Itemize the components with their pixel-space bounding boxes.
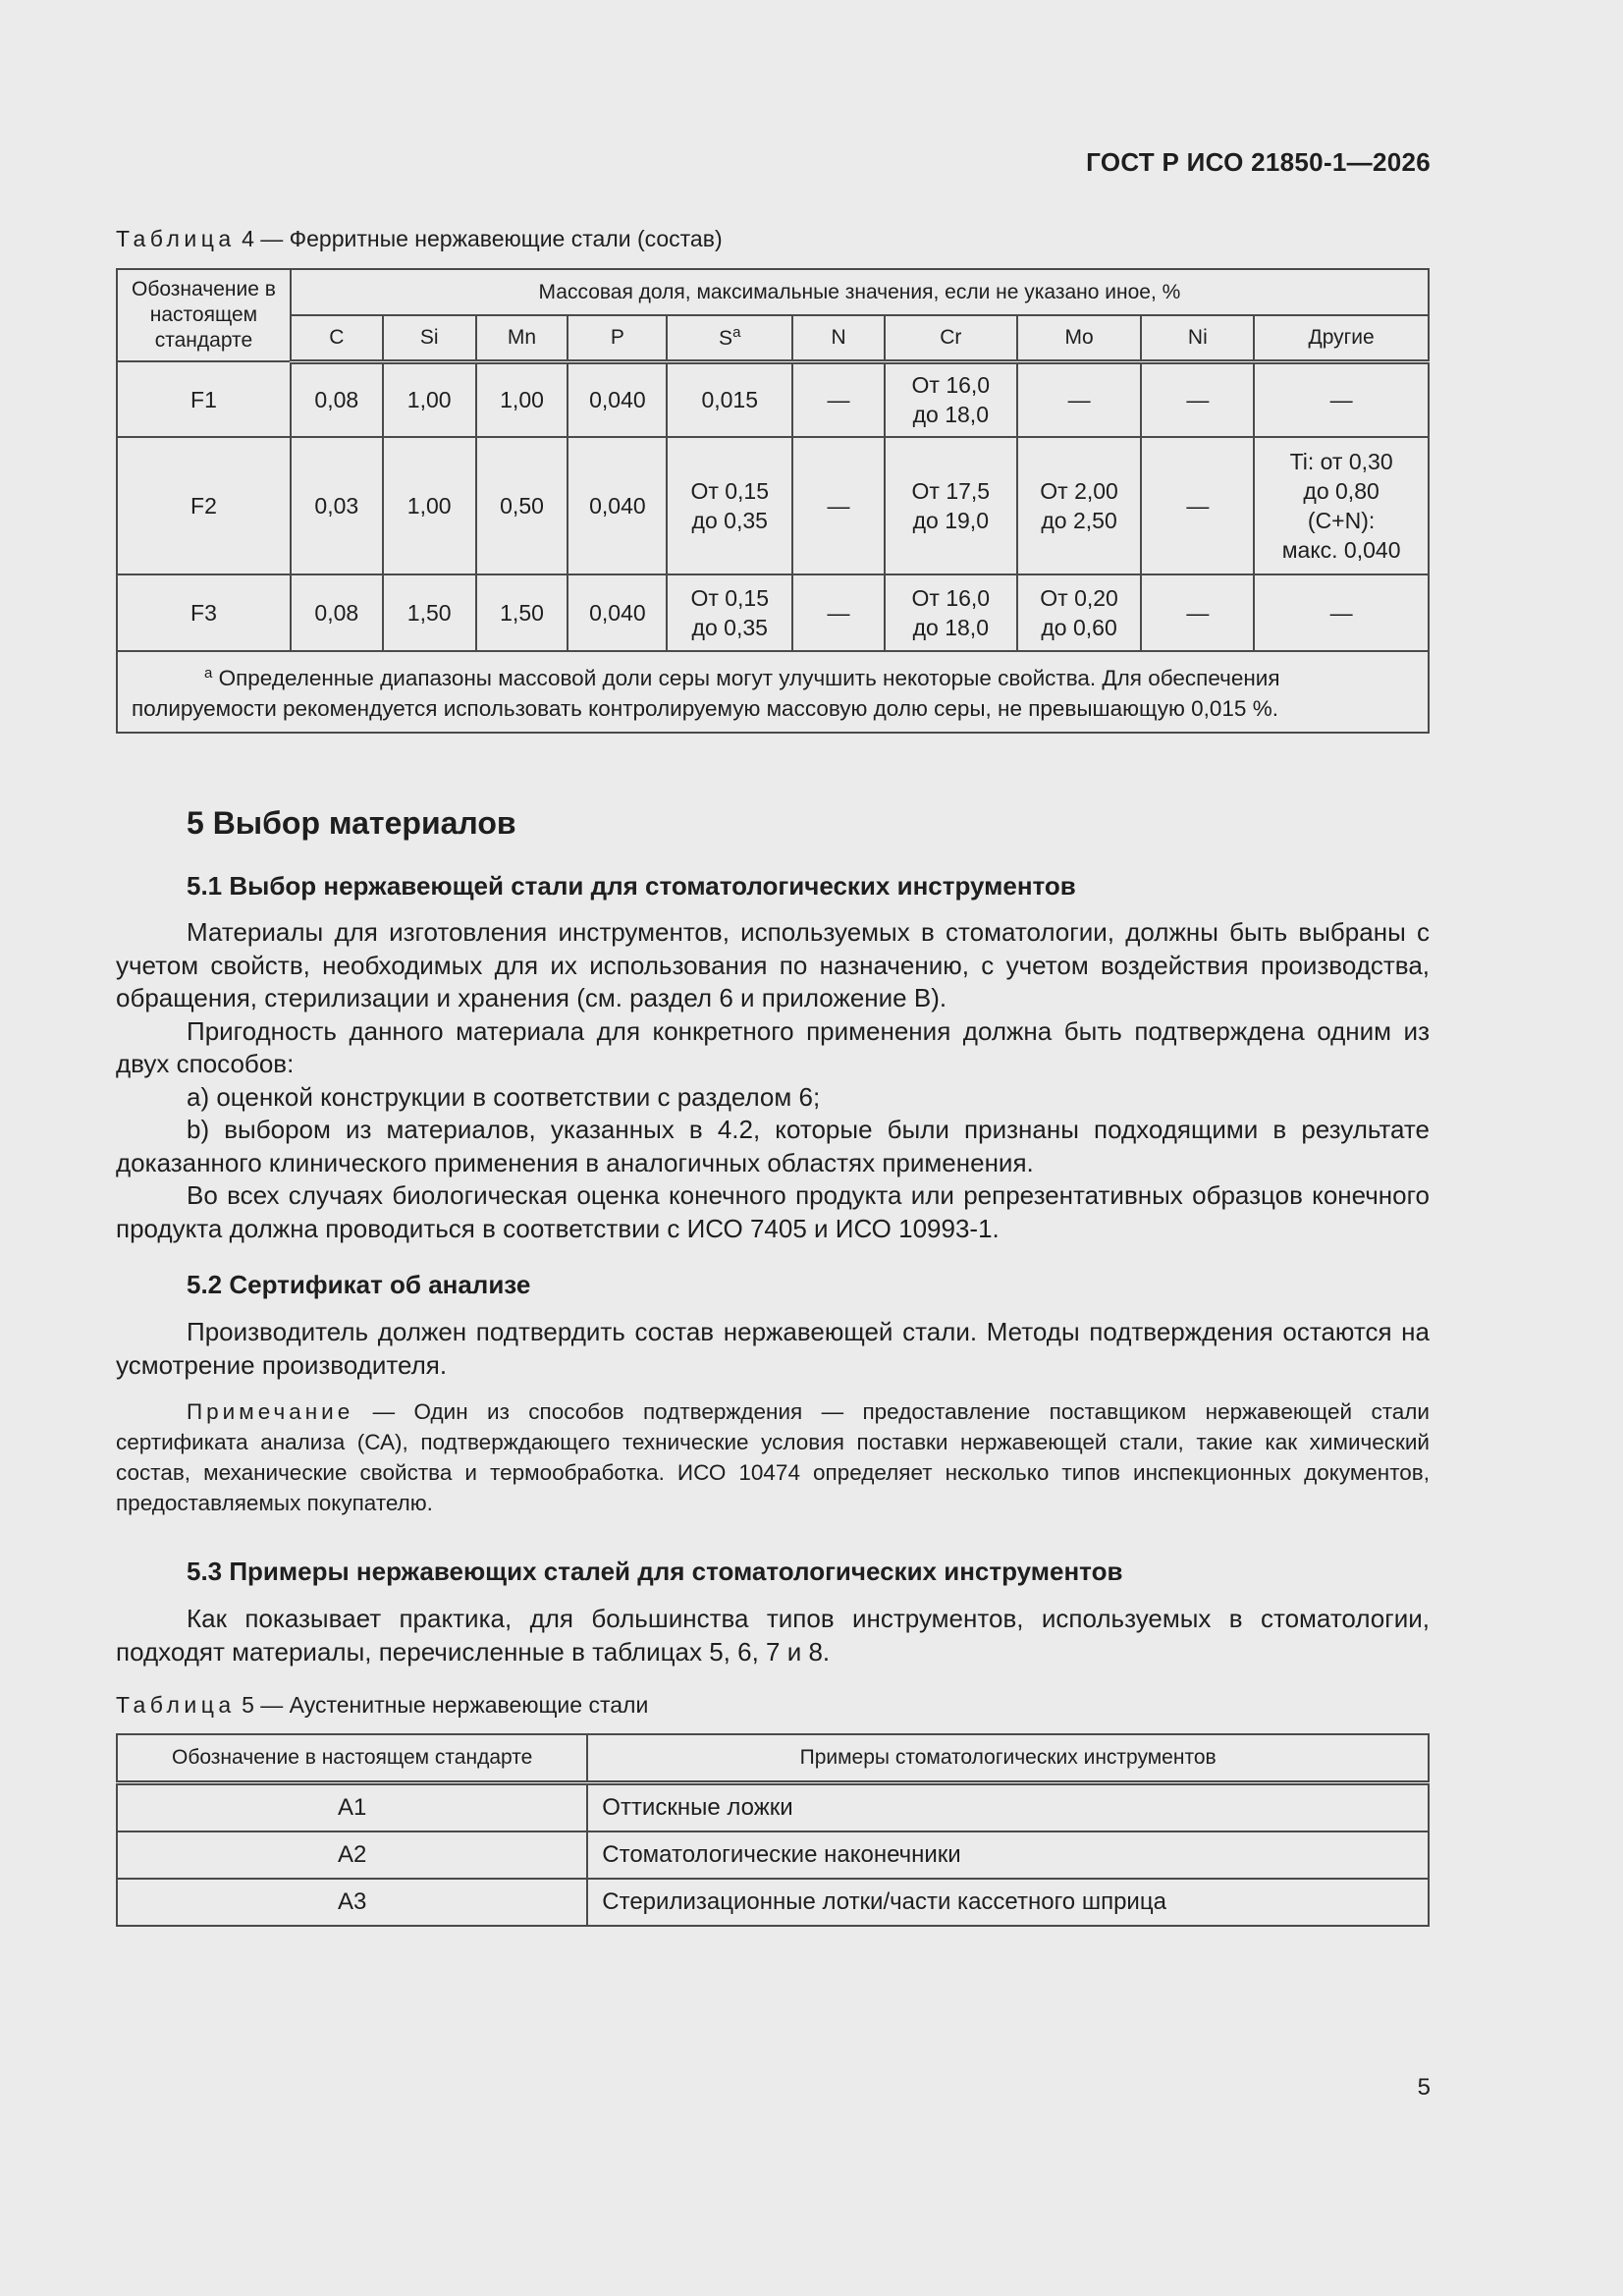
table4-col-p: P <box>568 315 667 361</box>
table4-row-f2 <box>117 437 1429 574</box>
table4-col-s <box>667 315 792 361</box>
table4-cell-cr-to: до 19,0 <box>912 508 989 533</box>
table4-cell-si: 1,00 <box>383 437 476 574</box>
section-5-2-paragraph-1: Производитель должен подтвердить состав нержавеющей стали. Методы подтверждения остаются на усмотрение производителя. <box>116 1317 1430 1380</box>
table4-col-s-footnote-mark: a <box>732 324 741 342</box>
section-5-1-title: 5.1 Выбор нержавеющей стали для стоматологических инструментов <box>187 871 1076 901</box>
table5-row-a1 <box>117 1783 1429 1832</box>
table4-cell-n: — <box>792 437 885 574</box>
table4-cell-cr <box>885 574 1017 651</box>
table4-cell-p: 0,040 <box>568 361 667 437</box>
table4-cell-designation: F2 <box>117 437 291 574</box>
table4-cell-cr <box>885 361 1017 437</box>
table4-cell-n: — <box>792 361 885 437</box>
section-5-2-title: 5.2 Сертификат об анализе <box>187 1270 531 1299</box>
table4-cell-cr-from: От 16,0 <box>911 372 991 399</box>
table4-cell-other: — <box>1254 574 1429 651</box>
table4-cell-mn: 0,50 <box>476 437 568 574</box>
table4-cell-mo-from: От 2,00 <box>1040 478 1118 504</box>
section-5-2-note <box>116 1396 1430 1518</box>
table4-cell-p: 0,040 <box>568 437 667 574</box>
table4-col-ni: Ni <box>1141 315 1254 361</box>
table5-row-a2 <box>117 1831 1429 1879</box>
table4-cell-other <box>1254 437 1429 574</box>
table4-cell-s-to: до 0,35 <box>691 508 768 533</box>
document-header: ГОСТ Р ИСО 21850-1—2026 <box>1086 147 1431 177</box>
table5-row-a3 <box>117 1879 1429 1926</box>
table4-cell-s <box>667 437 792 574</box>
table4-cell-mo-to: до 0,60 <box>1041 615 1117 640</box>
table4-cell-mo <box>1017 574 1142 651</box>
table4-cell-cr <box>885 437 1017 574</box>
table5-caption <box>116 1692 648 1719</box>
table4-cell-p: 0,040 <box>568 574 667 651</box>
table4-header-designation: Обозначение в настоящем стандарте <box>117 269 291 361</box>
table4-col-s-label: S <box>719 327 733 351</box>
table4-row-f1 <box>117 361 1429 437</box>
table4-cell-mn: 1,00 <box>476 361 568 437</box>
section-5-3-paragraph-1: Как показывает практика, для большинства типов инструментов, используемых в стоматологии, подходят материалы, перечисленные в таблицах 5, 6, 7 и 8. <box>116 1604 1430 1667</box>
table4-cell-mo-to: до 2,50 <box>1041 508 1117 533</box>
table4-cell-cr-from: От 17,5 <box>911 478 991 504</box>
table5-caption-word: Таблица <box>116 1692 236 1718</box>
table4-cell-c: 0,03 <box>291 437 383 574</box>
table5-cell-designation: A2 <box>117 1831 587 1879</box>
table4-cell-designation: F1 <box>117 361 291 437</box>
table5-cell-designation: A3 <box>117 1879 587 1926</box>
table4-row-f3 <box>117 574 1429 651</box>
section-5-3-title: 5.3 Примеры нержавеющих сталей для стоматологических инструментов <box>187 1557 1123 1586</box>
table4-cell-s-to: до 0,35 <box>691 615 768 640</box>
table4-header-mass: Массовая доля, максимальные значения, если не указано иное, % <box>291 269 1429 315</box>
table4-cell-other-line2: до 0,80 <box>1303 478 1380 504</box>
table4-cell-other-line3: (C+N): <box>1307 508 1376 533</box>
table4-cell-n: — <box>792 574 885 651</box>
note-label: Примечание <box>187 1399 354 1424</box>
section-5-1-body <box>116 916 1430 1245</box>
section-5-1-paragraph-3: Во всех случаях биологическая оценка конечного продукта или репрезентативных образцов конечного продукта должна проводиться в соответствии с ИСО 7405 и ИСО 10993-1. <box>116 1180 1430 1243</box>
table4-cell-s-from: От 0,15 <box>690 585 770 611</box>
table4-cell-s: 0,015 <box>667 361 792 437</box>
table4-footnote-row <box>117 651 1429 733</box>
table4-cell-mn: 1,50 <box>476 574 568 651</box>
table4-footnote-body: Определенные диапазоны массовой доли серы могут улучшить некоторые свойства. Для обеспечения полируемости рекомендуется использовать контролируемую массовую долю серы, не превышающую 0,015 %. <box>132 666 1280 721</box>
table4-cell-s-from: От 0,15 <box>690 478 770 504</box>
table4-cell-mo-from: От 0,20 <box>1040 585 1118 611</box>
table4-col-mo: Mo <box>1017 315 1142 361</box>
table4 <box>116 268 1430 734</box>
table4-caption-text: 4 — Ферритные нержавеющие стали (состав) <box>235 226 723 251</box>
section-5-title: 5 Выбор материалов <box>187 805 516 841</box>
table4-cell-designation: F3 <box>117 574 291 651</box>
table5-cell-example: Стоматологические наконечники <box>587 1831 1429 1879</box>
table5-cell-designation: A1 <box>117 1783 587 1832</box>
table4-caption <box>116 226 723 252</box>
table5-header-examples: Примеры стоматологических инструментов <box>587 1734 1429 1783</box>
table5-cell-example: Стерилизационные лотки/части кассетного шприца <box>587 1879 1429 1926</box>
table4-cell-c: 0,08 <box>291 361 383 437</box>
table4-col-c: C <box>291 315 383 361</box>
table4-cell-mo: — <box>1017 361 1142 437</box>
table4-cell-ni: — <box>1141 574 1254 651</box>
table4-caption-word: Таблица <box>116 226 236 251</box>
table4-cell-cr-from: От 16,0 <box>911 585 991 611</box>
table4-footnote-text <box>132 658 1418 724</box>
section-5-1-item-a: a) оценкой конструкции в соответствии с разделом 6; <box>187 1081 821 1112</box>
table5-cell-example: Оттискные ложки <box>587 1783 1429 1832</box>
table4-col-n: N <box>792 315 885 361</box>
table4-cell-ni: — <box>1141 437 1254 574</box>
page-number: 5 <box>1417 2074 1431 2101</box>
section-5-2-body <box>116 1316 1430 1382</box>
table5-caption-text: 5 — Аустенитные нержавеющие стали <box>235 1692 649 1718</box>
table4-cell-cr-to: до 18,0 <box>912 615 989 640</box>
table4-cell-si: 1,50 <box>383 574 476 651</box>
section-5-1-item-b: b) выбором из материалов, указанных в 4.2, которые были признаны подходящими в результате доказанного клинического применения в аналогичных областях применения. <box>116 1115 1430 1177</box>
table4-col-cr: Cr <box>885 315 1017 361</box>
note-text: — Один из способов подтверждения — предоставление поставщиком нержавеющей стали сертификата анализа (СА), подтверждающего технические условия поставки нержавеющей стали, такие как химический состав, механические свойства и термообработка. ИСО 10474 определяет несколько типов инспекционных документов, предоставляемых покупателю. <box>116 1399 1430 1515</box>
table4-col-other: Другие <box>1254 315 1429 361</box>
section-5-1-paragraph-1: Материалы для изготовления инструментов, используемых в стоматологии, должны быть выбраны с учетом свойств, необходимых для их использования по назначению, с учетом воздействия производства, обращения, стерилизации и хранения (см. раздел 6 и приложение В). <box>116 917 1430 1012</box>
table5-header-designation: Обозначение в настоящем стандарте <box>117 1734 587 1783</box>
section-5-1-paragraph-2: Пригодность данного материала для конкретного применения должна быть подтверждена одним из двух способов: <box>116 1015 1430 1078</box>
table4-cell-other-line4: макс. 0,040 <box>1281 537 1401 563</box>
table4-cell-mo <box>1017 437 1142 574</box>
table4-col-mn: Mn <box>476 315 568 361</box>
table4-cell-ni: — <box>1141 361 1254 437</box>
section-5-3-body <box>116 1603 1430 1668</box>
table4-cell-other-line1: Ti: от 0,30 <box>1289 449 1393 474</box>
table4-cell-s <box>667 574 792 651</box>
table4-cell-c: 0,08 <box>291 574 383 651</box>
table4-cell-other: — <box>1254 361 1429 437</box>
table4-col-si: Si <box>383 315 476 361</box>
table4-footnote <box>117 651 1429 733</box>
table4-cell-cr-to: до 18,0 <box>912 402 989 428</box>
table5 <box>116 1733 1430 1927</box>
table4-footnote-mark: a <box>204 665 213 682</box>
table4-cell-si: 1,00 <box>383 361 476 437</box>
